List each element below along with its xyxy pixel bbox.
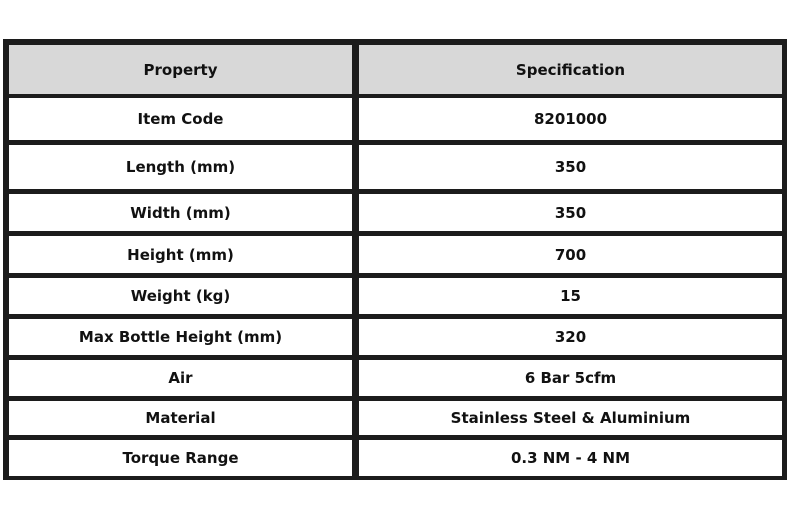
- row-value: 15: [359, 278, 782, 314]
- row-value: Stainless Steel & Aluminium: [359, 401, 782, 435]
- row-value: 8201000: [359, 98, 782, 140]
- header-property: Property: [9, 45, 352, 94]
- row-value: 700: [359, 236, 782, 273]
- row-property: Torque Range: [9, 440, 352, 476]
- row-property: Max Bottle Height (mm): [9, 319, 352, 355]
- row-property: Height (mm): [9, 236, 352, 273]
- row-property: Air: [9, 360, 352, 396]
- header-specification: Specification: [359, 45, 782, 94]
- row-value: 320: [359, 319, 782, 355]
- row-property: Length (mm): [9, 145, 352, 189]
- spec-table: [3, 39, 787, 480]
- row-property: Material: [9, 401, 352, 435]
- row-property: Item Code: [9, 98, 352, 140]
- row-property: Weight (kg): [9, 278, 352, 314]
- row-property: Width (mm): [9, 194, 352, 231]
- row-value: 6 Bar 5cfm: [359, 360, 782, 396]
- row-value: 350: [359, 145, 782, 189]
- row-value: 0.3 NM - 4 NM: [359, 440, 782, 476]
- row-value: 350: [359, 194, 782, 231]
